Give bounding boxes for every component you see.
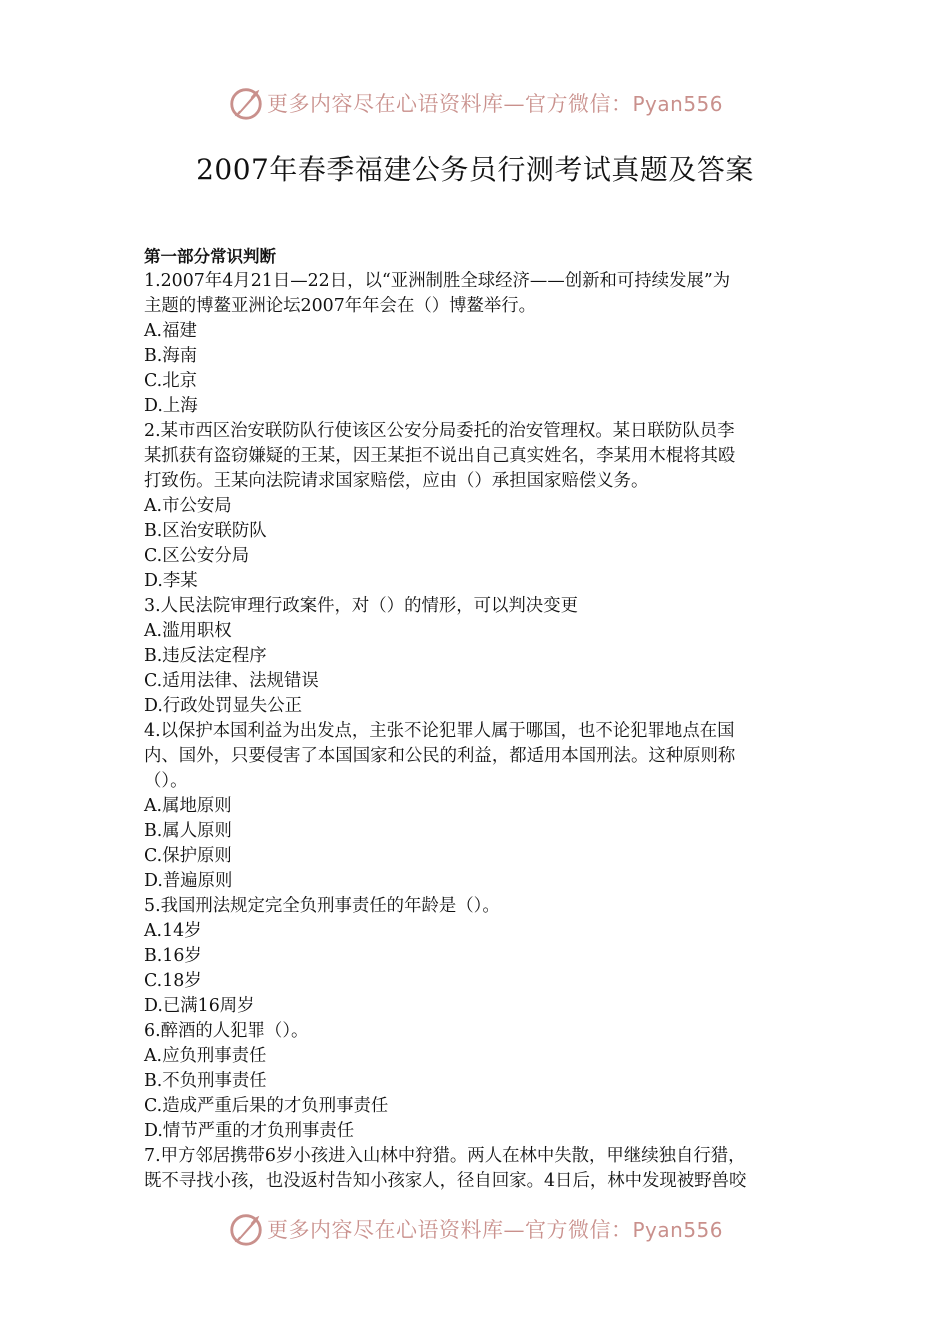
text-line: 5.我国刑法规定完全负刑事责任的年龄是（）。 <box>144 896 500 916</box>
text-line: D.李某 <box>144 571 198 591</box>
text-line: A.福建 <box>144 321 197 341</box>
text-line: 6.醉酒的人犯罪（）。 <box>144 1021 309 1041</box>
text-line: C.区公安分局 <box>144 546 250 566</box>
page-title: 2007年春季福建公务员行测考试真题及答案 <box>196 153 754 186</box>
footer-watermark <box>0 1204 950 1254</box>
text-line: B.违反法定程序 <box>144 646 267 666</box>
header-watermark <box>0 78 950 128</box>
text-line: 某抓获有盗窃嫌疑的王某，因王某拒不说出自己真实姓名，李某用木棍将其殴 <box>144 446 736 466</box>
text-line: C.保护原则 <box>144 846 232 866</box>
text-line: （）。 <box>144 771 188 791</box>
text-line: 内、国外，只要侵害了本国国家和公民的利益，都适用本国刑法。这种原则称 <box>144 746 736 766</box>
text-line: 打致伤。王某向法院请求国家赔偿，应由（）承担国家赔偿义务。 <box>144 471 649 491</box>
text-line: A.14岁 <box>144 921 202 941</box>
text-line: C.适用法律、法规错误 <box>144 671 319 691</box>
text-line: D.情节严重的才负刑事责任 <box>144 1121 355 1141</box>
text-line: D.行政处罚显失公正 <box>144 696 302 716</box>
quill-logo-icon <box>227 84 265 122</box>
text-line: C.18岁 <box>144 971 202 991</box>
text-line: B.区治安联防队 <box>144 521 267 541</box>
text-line: D.已满16周岁 <box>144 996 255 1016</box>
text-line: 4.以保护本国利益为出发点，主张不论犯罪人属于哪国，也不论犯罪地点在国 <box>144 721 735 741</box>
watermark-text: 更多内容尽在心语资料库—官方微信：Pyan556 <box>266 92 723 116</box>
text-line: B.16岁 <box>144 946 202 966</box>
text-line: B.属人原则 <box>144 821 232 841</box>
text-line: A.应负刑事责任 <box>144 1046 267 1066</box>
watermark-handle: Pyan556 <box>632 92 723 116</box>
text-line: B.海南 <box>144 346 198 366</box>
watermark-text: 更多内容尽在心语资料库—官方微信：Pyan556 <box>266 1218 723 1242</box>
quill-logo-icon <box>227 1210 265 1248</box>
text-line: 3.人民法院审理行政案件，对（）的情形，可以判决变更 <box>144 596 578 616</box>
question-list <box>144 269 808 1194</box>
watermark-handle: Pyan556 <box>632 1218 723 1242</box>
text-line: D.上海 <box>144 396 198 416</box>
text-line: A.属地原则 <box>144 796 232 816</box>
text-line: 2.某市西区治安联防队行使该区公安分局委托的治安管理权。某日联防队员李 <box>144 421 735 441</box>
text-line: D.普遍原则 <box>144 871 233 891</box>
text-line: 既不寻找小孩，也没返村告知小孩家人，径自回家。4日后，林中发现被野兽咬 <box>144 1171 747 1191</box>
section-heading: 第一部分常识判断 <box>144 247 276 266</box>
text-line: C.北京 <box>144 371 197 391</box>
text-line: C.造成严重后果的才负刑事责任 <box>144 1096 389 1116</box>
document-body <box>144 244 808 1194</box>
text-line: A.市公安局 <box>144 496 232 516</box>
text-line: B.不负刑事责任 <box>144 1071 267 1091</box>
text-line: 主题的博鳌亚洲论坛2007年年会在（）博鳌举行。 <box>144 296 537 316</box>
text-line: 1.2007年4月21日—22日，以“亚洲制胜全球经济——创新和可持续发展”为 <box>144 271 731 291</box>
text-line: 7.甲方邻居携带6岁小孩进入山林中狩猎。两人在林中失散，甲继续独自行猎， <box>144 1146 746 1166</box>
text-line: A.滥用职权 <box>144 621 232 641</box>
